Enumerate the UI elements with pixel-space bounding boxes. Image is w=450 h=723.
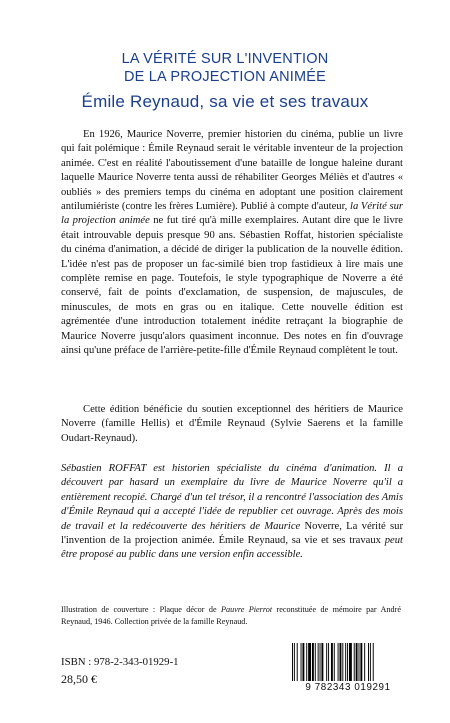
summary-text-a: En 1926, Maurice Noverre, premier historien du cinéma, publie un livre qui fait polémique : Émile Reynaud serait le véritable inventeur de la projection animée. C'est en réalité l'aboutissement d'une bataille de longue haleine durant laquelle Maurice Noverre tenta aussi de réhabiliter Georges Méliès et d'autres « oubliés » des premiers temps du cinéma en adoptant une position clairement antilumiériste (contre les frères Lumière). Publié à compte d'auteur, (61, 129, 403, 213)
isbn: ISBN : 978-2-343-01929-1 (61, 656, 179, 668)
cover-credit (61, 604, 401, 627)
book-title-italic: la Vérité sur la projection animée (61, 201, 403, 227)
bio-text-d: peut être proposé au public dans une version enfin accessible. (61, 535, 404, 561)
title-line-1: LA VÉRITÉ SUR L'INVENTION (121, 51, 329, 67)
credit-text-a: Illustration de couverture : Plaque décor de (61, 605, 221, 614)
summary-paragraph-1 (61, 128, 403, 359)
bio-text-c: , La vérité sur l'invention de la projection animée. Émile Reynaud, sa vie et ses travaux (61, 520, 403, 547)
summary-paragraph-2 (61, 403, 403, 446)
summary-text-b: ne fut tiré qu'à mille exemplaires. Autant dire que le livre était introuvable depuis presque 90 ans. Sébastien Roffat, historien spécialiste du cinéma d'animation, a décidé de diriger la publication de la nouvelle édition. L'idée n'est pas de proposer un fac-similé bien trop fastidieux à lire mais une complète remise en page. Toutefois, le style typographique de Noverre a été conservé, fait de points d'exclamation, de suspension, de majuscules, de minuscules, de mots en gras ou en italique. Cette nouvelle édition est agrémentée d'une introduction totalement inédite retraçant la biographie de Maurice Noverre jusqu'alors quasiment inconnue. Des notes en fin d'ouvrage ainsi qu'une préface de l'arrière-petite-fille d'Émile Reynaud complètent le tout. (61, 215, 403, 357)
price: 28,50 € (61, 672, 97, 686)
bio-text-a: Sébastien ROFFAT est historien spécialiste du cinéma d'animation. Il a découvert par hasard un exemplaire du livre de Maurice Noverre qu'il a entièrement recopié. Chargé d'un tel trésor, il a rencontré l'association des Amis d'Émile Reynaud qui a accepté l'idée de republier cet ouvrage. Après des mois de travail et la redécouverte des héritiers de Maurice (61, 463, 403, 532)
barcode-number: 9 782343 019291 (305, 682, 391, 693)
credit-italic: Pauvre Pierrot (221, 605, 273, 614)
credit-text-b: reconstituée de mémoire par André Reynaud, 1946. Collection privée de la famille Reynaud. (61, 605, 401, 626)
support-text: Cette édition bénéficie du soutien exceptionnel des héritiers de Maurice Noverre (famille Hellis) et d'Émile Reynaud (Sylvie Saerens et la famille Oudart-Reynaud). (61, 404, 403, 444)
author-bio (61, 462, 403, 563)
barcode-image (292, 643, 404, 681)
title-line-2: DE LA PROJECTION ANIMÉE (123, 69, 326, 85)
bio-text-b: Noverre (304, 520, 340, 532)
subtitle: Émile Reynaud, sa vie et ses travaux (81, 92, 369, 111)
